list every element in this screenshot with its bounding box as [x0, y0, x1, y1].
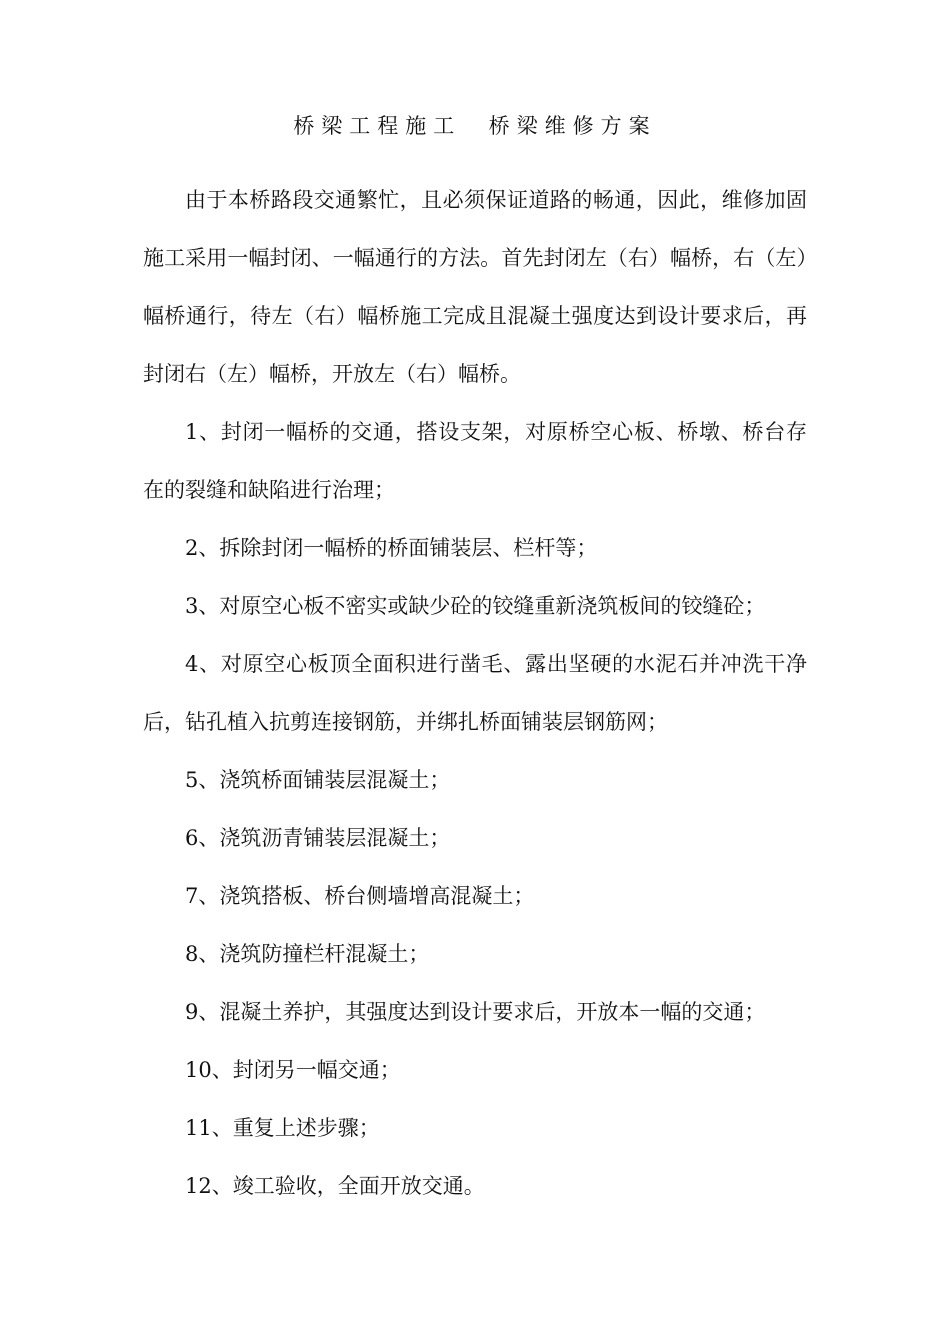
- step-item-6: 6、浇筑沥青铺装层混凝土；: [185, 826, 451, 850]
- step-item-8: 8、浇筑防撞栏杆混凝土；: [185, 942, 430, 966]
- step-item-4: 4、对原空心板顶全面积进行凿毛、露出坚硬的水泥石并冲洗干净后，钻孔植入抗剪连接钢筋，并绑扎桥面铺装层钢筋网；: [143, 652, 807, 734]
- intro-paragraph: 由于本桥路段交通繁忙，且必须保证道路的畅通，因此，维修加固施工采用一幅封闭、一幅通行的方法。首先封闭左（右）幅桥，右（左）幅桥通行，待左（右）幅桥施工完成且混凝土强度达到设计要求后，再封闭右（左）幅桥，开放左（右）幅桥。: [143, 188, 807, 386]
- step-item-5: 5、浇筑桥面铺装层混凝土；: [185, 768, 451, 792]
- step-item-7: 7、浇筑搭板、桥台侧墙增高混凝土；: [185, 884, 535, 908]
- document-title: 桥梁工程施工 桥梁维修方案: [293, 114, 657, 138]
- document-body: [143, 171, 807, 1215]
- step-item-11: 11、重复上述步骤；: [185, 1116, 380, 1140]
- step-item-1: 1、封闭一幅桥的交通，搭设支架，对原桥空心板、桥墩、桥台存在的裂缝和缺陷进行治理；: [143, 420, 807, 502]
- step-item-3: 3、对原空心板不密实或缺少砼的铰缝重新浇筑板间的铰缝砼；: [185, 594, 766, 618]
- step-item-2: 2、拆除封闭一幅桥的桥面铺装层、栏杆等；: [185, 536, 598, 560]
- step-item-12: 12、竣工验收，全面开放交通。: [185, 1174, 485, 1198]
- step-item-10: 10、封闭另一幅交通；: [185, 1058, 401, 1082]
- step-item-9: 9、混凝土养护，其强度达到设计要求后，开放本一幅的交通；: [185, 1000, 766, 1024]
